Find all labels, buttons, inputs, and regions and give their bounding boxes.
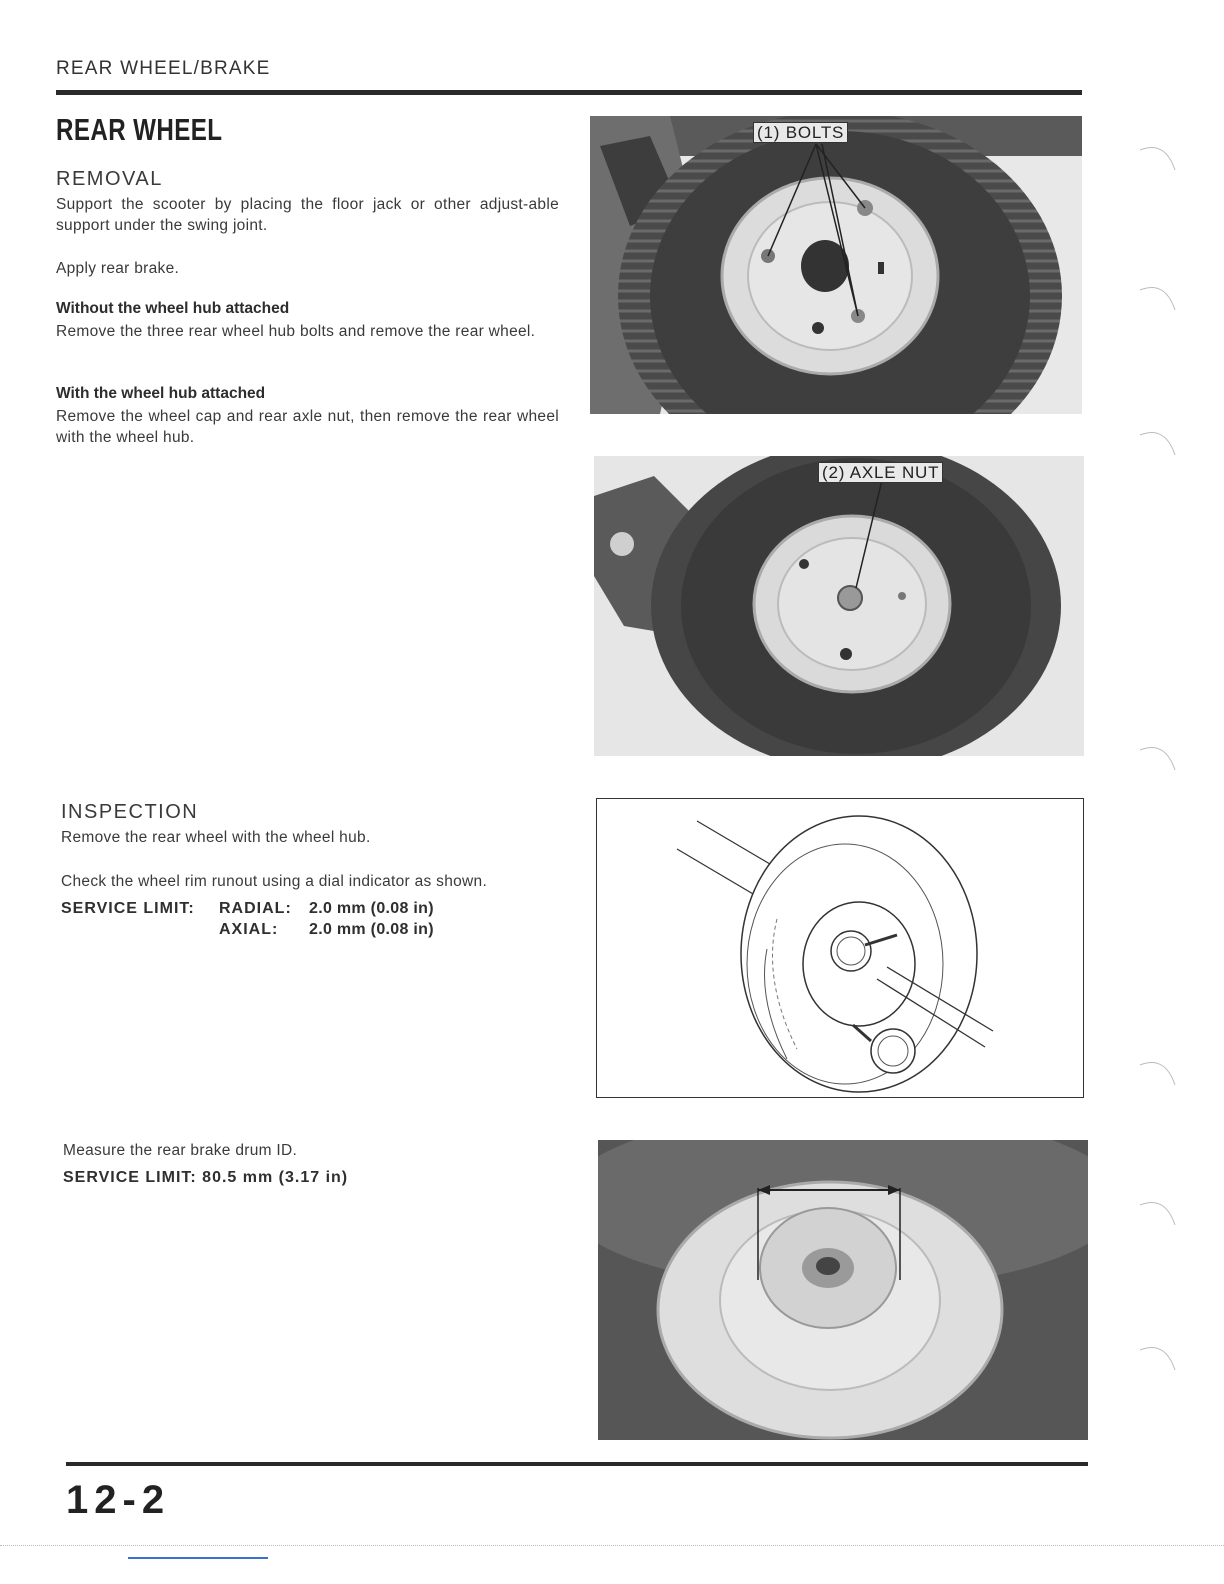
axle-nut-label: (2) AXLE NUT — [818, 462, 943, 483]
drum-paragraph: Measure the rear brake drum ID. — [63, 1142, 298, 1159]
radial-value: 2.0 mm (0.08 in) — [309, 900, 434, 917]
bolts-label: (1) BOLTS — [753, 122, 848, 143]
service-limit-label: SERVICE LIMIT: — [61, 900, 195, 917]
scan-edge — [0, 1545, 1224, 1547]
inspection-heading: INSPECTION — [61, 801, 199, 823]
brake-drum-photo — [598, 1140, 1088, 1440]
inspection-paragraph-1: Remove the rear wheel with the wheel hub. — [61, 829, 371, 846]
removal-paragraph-3: Remove the three rear wheel hub bolts and remove the rear wheel. — [56, 323, 536, 340]
page-number: 12-2 — [66, 1478, 171, 1522]
removal-heading: REMOVAL — [56, 168, 163, 190]
page-title: REAR WHEEL — [56, 112, 223, 147]
bolts-photo — [590, 116, 1082, 414]
removal-paragraph-4: Remove the wheel cap and rear axle nut, then remove the rear wheel with the wheel hub. — [56, 408, 559, 446]
header-rule — [56, 90, 1082, 95]
removal-paragraph-1: Support the scooter by placing the floor jack or other adjust-able support under the swing joint. — [56, 196, 559, 234]
bottom-link-underline — [128, 1557, 268, 1559]
dial-indicator-diagram — [596, 798, 1084, 1098]
without-hub-subheading: Without the wheel hub attached — [56, 300, 290, 317]
footer-rule — [66, 1462, 1088, 1466]
axle-nut-photo — [594, 456, 1084, 756]
removal-paragraph-2: Apply rear brake. — [56, 260, 180, 277]
drum-service-limit: SERVICE LIMIT: 80.5 mm (3.17 in) — [63, 1169, 349, 1186]
margin-tab-marks — [1135, 140, 1195, 1400]
inspection-paragraph-2: Check the wheel rim runout using a dial indicator as shown. — [61, 873, 488, 890]
with-hub-subheading: With the wheel hub attached — [56, 385, 266, 402]
axial-label: AXIAL: — [219, 921, 279, 938]
section-header: REAR WHEEL/BRAKE — [56, 58, 271, 79]
axial-value: 2.0 mm (0.08 in) — [309, 921, 434, 938]
radial-label: RADIAL: — [219, 900, 292, 917]
